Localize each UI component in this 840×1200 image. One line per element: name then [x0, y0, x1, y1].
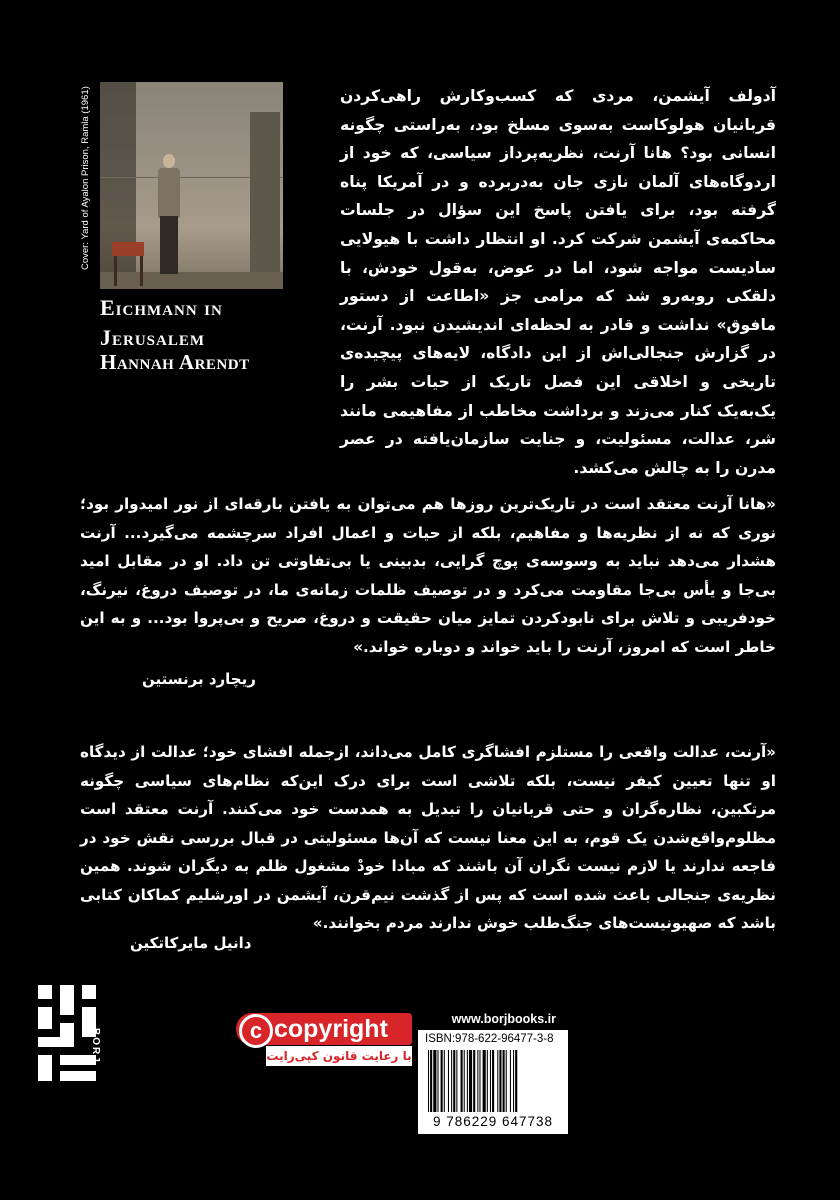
publisher-logo-text: BORJ [90, 1028, 101, 1064]
photo-caption: Cover: Yard of Ayalon Prison, Ramla (1961) [80, 86, 91, 270]
cover-photo [100, 82, 283, 289]
barcode-bars [428, 1050, 558, 1112]
barcode [418, 1030, 568, 1134]
book-author: Hannah Arendt [100, 350, 250, 374]
book-title [100, 293, 300, 353]
copyright-badge [236, 1013, 412, 1067]
publisher-website: www.borjbooks.ir [451, 1012, 556, 1026]
quote-kotkin: «آرنت، عدالت واقعی را مستلزم افشاگری کامل می‌داند، ازجمله افشای خود؛ عدالت از دیدگاه او تنها تعیین کیفر نیست، بلکه تلاشی است برای درک این‌که نظام‌های سیاسی چگونه مرتکبین، نظاره‌گران و حتی قربانیان را تبدیل به همدست خود می‌کنند. آرنت معتقد است مظلوم‌واقع‌شدن یک قوم، به این معنا نیست که آن‌ها مسئولیتی در قبال بررسی نقش خود در فاجعه ندارند یا لازم نیست نگران آن باشند که مبادا خودْ مشغول ظلم به دیگران شوند. همین نظریه‌ی جنجالی باعث شده است که پس از گذشت نیم‌قرن، آیشمن در اورشلیم کماکان کتابی باشد که صهیونیست‌های جنگ‌طلب خوش ندارند مردم بخوانند.» [80, 743, 776, 932]
copyright-subtitle: با رعایت قانون کپی‌رایت [266, 1046, 412, 1066]
copyright-word: copyright [274, 1015, 388, 1043]
book-title-line1: Eichmann in [100, 295, 223, 320]
quote-bernstein: «هانا آرنت معتقد است در تاریک‌ترین روزها هم می‌توان به یافتن بارقه‌ای از نور امیدوار بود؛ نوری که نه از نظریه‌ها و مفاهیم، بلکه از حیات و اعمال افراد سرچشمه می‌گیرد... آرنت هشدار می‌دهد نباید به وسوسه‌ی پوچ گرایی، بدبینی یا بی‌تفاوتی تن داد. او در مقابل امید بی‌جا و یأس بی‌جا مقاومت می‌کرد و در توصیف ظلمات زمانه‌ی ما، در توصیف دروغ، نیرنگ، خودفریبی و تلاش برای نابودکردن تمایز میان حقیقت و دروغ، صریح و بی‌پروا بود... و به این خاطر است که امروز، آرنت را باید خواند و دوباره خواند.» [80, 495, 776, 656]
copyright-icon: c [239, 1014, 273, 1048]
quote-author-bernstein: ریچارد برنستین [142, 670, 256, 688]
book-title-line2: Jerusalem [100, 325, 206, 350]
isbn-label: ISBN:978-622-96477-3-8 [425, 1033, 554, 1045]
quote-author-kotkin: دانیل مایرکاتکین [130, 934, 252, 952]
barcode-digits: 9 786229 647738 [432, 1114, 554, 1129]
book-blurb: آدولف آیشمن، مردی که کسب‌وکارش راهی‌کردن قربانیان هولوکاست به‌سوی مسلخ بود، به‌راستی چگونه انسانی بود؟ هانا آرنت، نظریه‌پرداز سیاسی، که خود از اردوگاه‌های آلمان نازی جان به‌دربرده و در آمریکا پناه گرفته بود، برای یافتن پاسخ این سؤال در جلسات محاکمه‌ی آیشمن شرکت کرد. او انتظار داشت با هیولایی سادیست مواجه شود، اما در عوض، به‌قول خودش، با دلقکی روبه‌رو شد که مرامی جز «اطاعت از دستور مافوق» نداشت و قادر به لحظه‌ای اندیشیدن نبود. آرنت، در گزارش جنجالی‌اش از این دادگاه، لایه‌های پیچیده‌ی تاریخی و اخلاقی این فصل تاریک از حیات بشر را یک‌به‌یک کنار می‌زند و برداشت مخاطب از مفاهیمی مانند شر، عدالت، مسئولیت، و جنایت سازمان‌یافته در عصر مدرن را به چالش می‌کشد. [340, 87, 776, 477]
